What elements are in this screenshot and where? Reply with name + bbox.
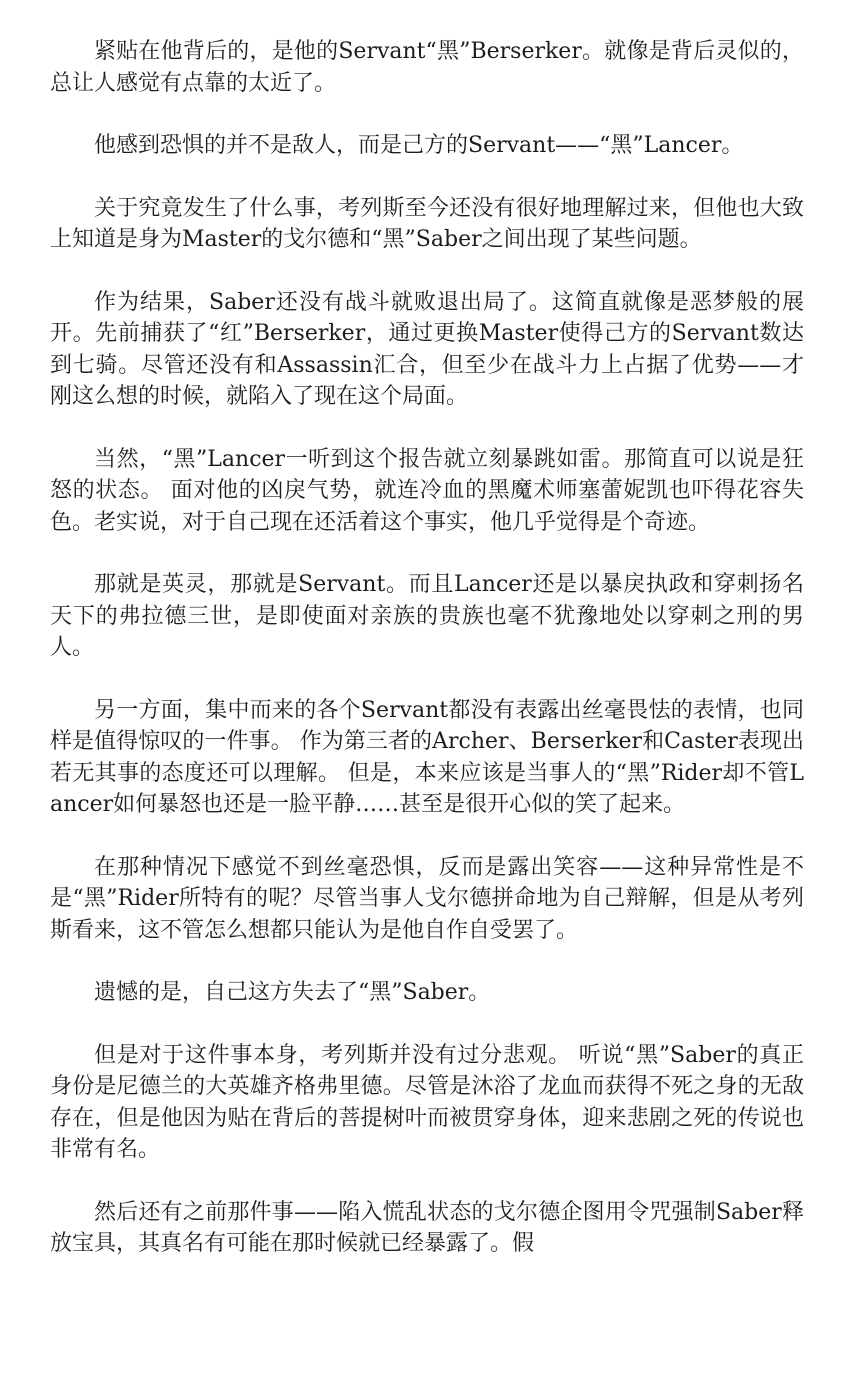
paragraph: 他感到恐惧的并不是敌人，而是己方的Servant——“黑”Lancer。 (94, 133, 744, 158)
paragraph: 但是对于这件事本身，考列斯并没有过分悲观。 听说“黑”Saber的真正身份是尼德兰的大英雄齐格弗里德。尽管是沐浴了龙血而获得不死之身的无敌存在，但是他因为贴在背后的菩提树叶而被贯穿身体，迎来悲剧之死的传说也非常有名。 (50, 1042, 804, 1162)
paragraph: 紧贴在他背后的，是他的Servant“黑”Berserker。就像是背后灵似的，总让人感觉有点靠的太近了。 (50, 39, 804, 96)
paragraph: 遗憾的是，自己这方失去了“黑”Saber。 (94, 980, 491, 1005)
paragraph: 那就是英灵，那就是Servant。而且Lancer还是以暴戾执政和穿刺扬名天下的弗拉德三世，是即使面对亲族的贵族也毫不犹豫地处以穿刺之刑的男人。 (50, 572, 804, 660)
paragraph: 在那种情况下感觉不到丝毫恐惧，反而是露出笑容——这种异常性是不是“黑”Rider所特有的呢？尽管当事人戈尔德拼命地为自己辩解，但是从考列斯看来，这不管怎么想都只能认为是他自作自受罢了。 (50, 854, 804, 943)
paragraph: 作为结果，Saber还没有战斗就败退出局了。这简直就像是恶梦般的展开。先前捕获了“红”Berserker，通过更换Master使得己方的Servant数达到七骑。尽管还没有和Assassin汇合，但至少在战斗力上占据了优势——才刚这么想的时候，就陷入了现在这个局面。 (50, 289, 804, 409)
paragraph: 然后还有之前那件事——陷入慌乱状态的戈尔德企图用令咒强制Saber释放宝具，其真名有可能在那时候就已经暴露了。假 (50, 1199, 804, 1256)
paragraph: 关于究竟发生了什么事，考列斯至今还没有很好地理解过来，但他也大致上知道是身为Master的戈尔德和“黑”Saber之间出现了某些问题。 (50, 195, 804, 252)
paragraph: 另一方面，集中而来的各个Servant都没有表露出丝毫畏怯的表情，也同样是值得惊叹的一件事。 作为第三者的Archer、Berserker和Caster表现出若无其事的态度还可以理解。 但是，本来应该是当事人的“黑”Rider却不管Lancer如何暴怒也还是一脸平静……甚至是很开心似的笑了起来。 (50, 697, 804, 817)
paragraph: 当然，“黑”Lancer一听到这个报告就立刻暴跳如雷。那简直可以说是狂怒的状态。 面对他的凶戾气势，就连冷血的黑魔术师塞蕾妮凯也吓得花容失色。老实说，对于自己现在还活着这个事实，他几乎觉得是个奇迹。 (50, 446, 804, 535)
